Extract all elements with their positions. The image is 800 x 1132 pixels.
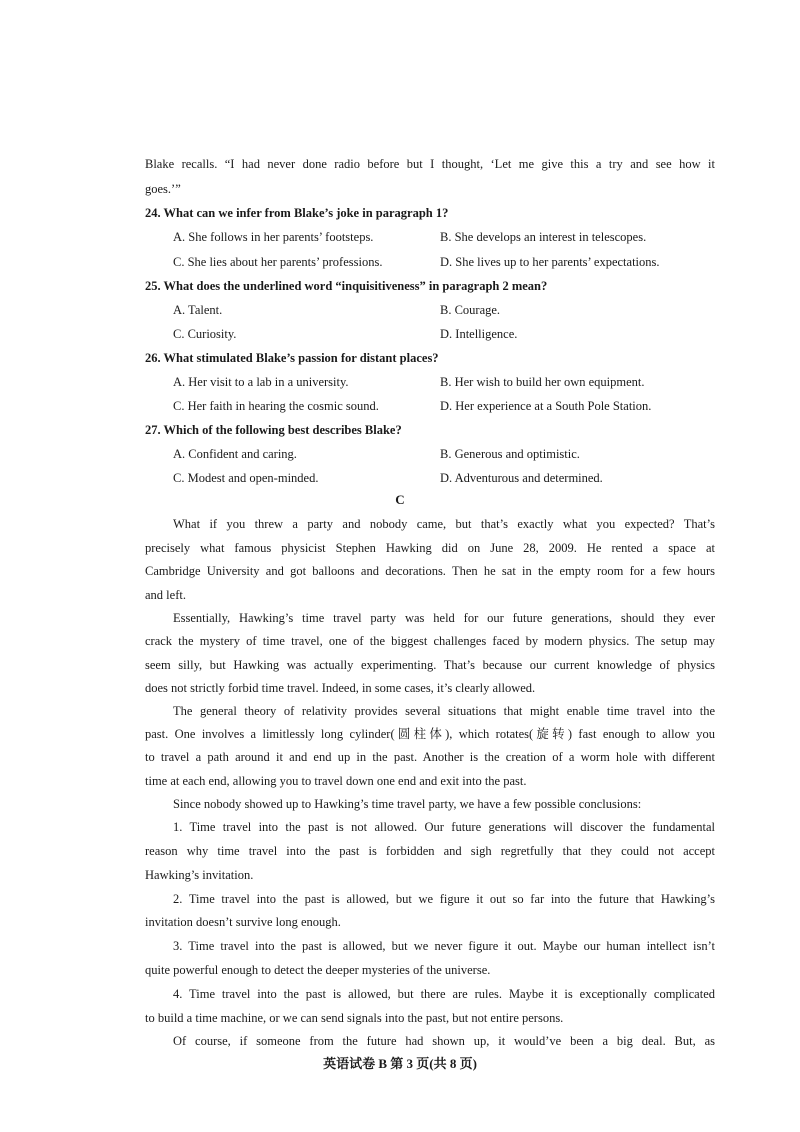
passage-line: What if you threw a party and nobody came, but that’s exactly what you expected? That’s <box>173 517 715 531</box>
passage-line: precisely what famous physicist Stephen Hawking did on June 28, 2009. He rented a space at <box>145 541 715 555</box>
passage-line: Cambridge University and got balloons and decorations. Then he sat in the empty room for a few hours <box>145 564 715 578</box>
passage-line: to travel a path around it and end up in the past. Another is the creation of a worm hole with different <box>145 750 715 764</box>
passage-line: goes.’” <box>145 182 181 196</box>
passage-line: past. One involves a limitlessly long cylinder(圆柱体), which rotates(旋转) fast enough to allow you <box>145 727 715 741</box>
question-24-option-d: D. She lives up to her parents’ expectations. <box>440 255 660 269</box>
passage-line: The general theory of relativity provides several situations that might enable time travel into the <box>173 704 715 718</box>
passage-line: to build a time machine, or we can send signals into the past, but not entire persons. <box>145 1011 564 1025</box>
passage-line: time at each end, allowing you to travel down one end and exit into the past. <box>145 774 527 788</box>
passage-line: 3. Time travel into the past is allowed, but we never figure it out. Maybe our human intellect isn’t <box>173 939 715 953</box>
question-25-option-c: C. Curiosity. <box>173 327 237 341</box>
section-heading: C <box>395 492 405 507</box>
question-27-stem: 27. Which of the following best describes Blake? <box>145 423 402 437</box>
question-24-stem: 24. What can we infer from Blake’s joke in paragraph 1? <box>145 206 449 220</box>
question-25-option-b: B. Courage. <box>440 303 501 317</box>
passage-line: reason why time travel into the past is forbidden and sigh regretfully that they could not accept <box>145 844 715 858</box>
passage-line: seem silly, but Hawking was actually experimenting. That’s because our current knowledge of physics <box>145 658 715 672</box>
passage-line: 4. Time travel into the past is allowed, but there are rules. Maybe it is exceptionally complicated <box>173 987 715 1001</box>
question-26-option-d: D. Her experience at a South Pole Station. <box>440 399 652 413</box>
passage-line: 2. Time travel into the past is allowed, but we figure it out so far into the future that Hawking’s <box>173 892 715 906</box>
passage-line: invitation doesn’t survive long enough. <box>145 915 341 929</box>
question-27-option-d: D. Adventurous and determined. <box>440 471 603 485</box>
passage-line: Of course, if someone from the future had shown up, it would’ve been a big deal. But, as <box>173 1034 715 1048</box>
question-25-option-a: A. Talent. <box>173 303 223 317</box>
passage-line: Hawking’s invitation. <box>145 868 254 882</box>
question-26-stem: 26. What stimulated Blake’s passion for distant places? <box>145 351 439 365</box>
question-27-option-a: A. Confident and caring. <box>173 447 297 461</box>
passage-line: and left. <box>145 588 186 602</box>
question-24-option-a: A. She follows in her parents’ footsteps. <box>173 230 374 244</box>
question-26-option-a: A. Her visit to a lab in a university. <box>173 375 349 389</box>
passage-line: quite powerful enough to detect the deeper mysteries of the universe. <box>145 963 491 977</box>
question-24-option-c: C. She lies about her parents’ professions. <box>173 255 383 269</box>
passage-line: Essentially, Hawking’s time travel party was held for our future generations, should they ever <box>173 611 715 625</box>
question-25-option-d: D. Intelligence. <box>440 327 518 341</box>
question-27-option-c: C. Modest and open-minded. <box>173 471 319 485</box>
question-25-stem: 25. What does the underlined word “inquisitiveness” in paragraph 2 mean? <box>145 279 548 293</box>
passage-line: Since nobody showed up to Hawking’s time travel party, we have a few possible conclusions: <box>173 797 642 811</box>
passage-line: crack the mystery of time travel, one of the biggest challenges faced by modern physics. The setup may <box>145 634 715 648</box>
question-27-option-b: B. Generous and optimistic. <box>440 447 580 461</box>
question-26-option-b: B. Her wish to build her own equipment. <box>440 375 645 389</box>
page-footer: 英语试卷 B 第 3 页(共 8 页) <box>323 1056 477 1071</box>
question-24-option-b: B. She develops an interest in telescopes. <box>440 230 647 244</box>
passage-line: 1. Time travel into the past is not allowed. Our future generations will discover the fundamental <box>173 820 715 834</box>
passage-line: Blake recalls. “I had never done radio before but I thought, ‘Let me give this a try and see how it <box>145 157 715 171</box>
question-26-option-c: C. Her faith in hearing the cosmic sound. <box>173 399 379 413</box>
passage-line: does not strictly forbid time travel. Indeed, in some cases, it’s clearly allowed. <box>145 681 536 695</box>
